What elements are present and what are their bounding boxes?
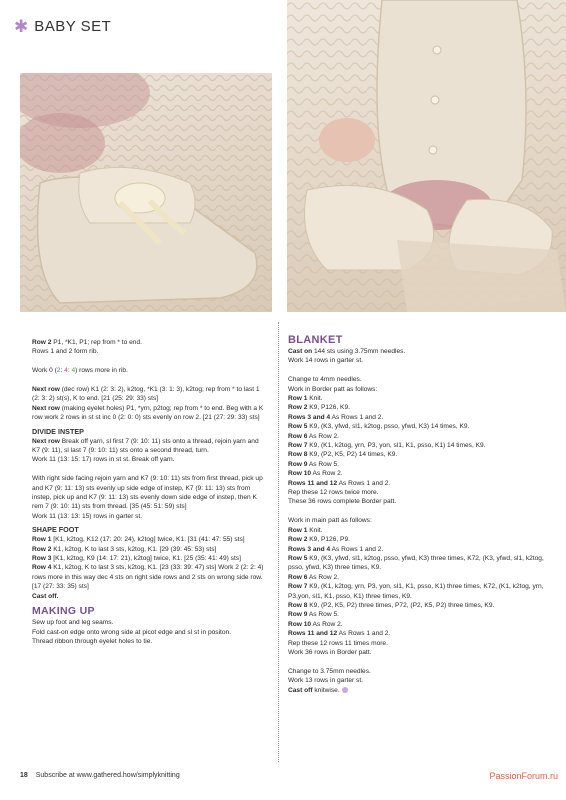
instruction-row: Cast on 144 sts using 3.75mm needles. [288, 348, 406, 355]
instruction-row: Row 5 K9, (K3, yfwd, sl1, k2tog, psso, yfwd, K3) three times, K72, (K3, yfwd, sl1, k2tog, psso, yfwd, K3) three times, K9. [288, 554, 544, 572]
instruction-line: Sew up foot and leg seams. [32, 619, 114, 627]
instruction-line: Work 36 rows in Border patt. [288, 648, 372, 656]
instruction-row: Row 10 As Row 2. [288, 470, 343, 478]
instruction-line: Rows 1 and 2 form rib. [32, 348, 99, 356]
instruction-row: Row 3 [K1, k2tog, K9 (14: 17: 21), k2tog] twice, K1. [25 (35: 41: 49) sts] [32, 555, 241, 563]
asterisk-icon: ✱ [14, 17, 29, 36]
instruction-row: Next row (making eyelet holes) P1, *yrn, p2tog; rep from * to end. Beg with a K row work 2 rows in st st inc 0 (2: 0: 0) sts evenly on row 2. [21 (27: 29: 33) sts] [32, 404, 264, 422]
blanket-heading: BLANKET [288, 334, 343, 346]
instruction-row: Next row Break off yarn, sl first 7 (9: 10: 11) sts onto a thread, rejoin yarn and K7 (9: 11), sl last 7 (9: 10: 11) sts onto a second thread, turn. [32, 437, 259, 455]
instruction-line: Work 11 (13: 15: 17) rows in st st. Break off yarn. [32, 456, 175, 464]
instruction-row: Row 5 K9, (K3, yfwd, sl1, k2tog, psso, yfwd, K3) 14 times, K9. [288, 423, 470, 431]
instruction-row: Rows 11 and 12 As Rows 1 and 2. [288, 630, 391, 638]
instruction-row: Next row (dec row) K1 (2: 3: 2), k2tog, *K1 (3: 1: 3), k2tog; rep from * to last 1 (2: 3: 2) st(s), K to end. [21 (25: 29: 33) sts] [32, 386, 260, 403]
watermark: PassionForum.ru [489, 771, 558, 781]
subscribe-link[interactable]: Subscribe at www.gathered.how/simplyknitting [35, 772, 180, 779]
section-header [14, 18, 111, 35]
instruction-row: Row 1 Knit. [288, 526, 323, 534]
instruction-row: Cast off knitwise. [288, 686, 550, 695]
shape-foot-heading: SHAPE FOOT [32, 525, 79, 535]
instruction-row: Row 10 As Row 2. [288, 620, 343, 628]
bootee-photo [20, 73, 272, 312]
instruction-line: Cast off. [32, 592, 59, 600]
making-up-heading: MAKING UP [32, 605, 95, 618]
instruction-line: Change to 3.75mm needles. [288, 667, 371, 675]
instruction-line: Work 11 (13: 13: 15) rows in garter st. [32, 512, 143, 520]
instruction-line: Rep these 12 rows 11 times more. [288, 639, 388, 647]
instruction-row: Row 6 As Row 2. [288, 573, 339, 581]
baby-photo [287, 0, 566, 312]
instruction-row: Row 4 K1, k2tog, K to last 3 sts, k2tog, K1. [23 (33: 39: 47) sts] Work 2 (2: 2: 4) rows more in this way dec 4 sts on right side rows and 2 sts on wrong side row. [17 (27: 33: 35) sts] [32, 564, 264, 591]
instruction-line: Fold cast-on edge onto wrong side at picot edge and sl st in positon. [32, 628, 232, 636]
instruction-row: Row 1 Knit. [288, 395, 323, 403]
instruction-row: Row 2 P1, *K1, P1; rep from * to end. [32, 339, 142, 346]
instruction-row: Rows 3 and 4 As Rows 1 and 2. [288, 413, 384, 421]
instruction-row: Rows 11 and 12 As Rows 1 and 2. [288, 479, 391, 487]
instruction-line: Work in Border patt as follows: [288, 385, 378, 393]
divide-instep-heading: DIVIDE INSTEP [32, 426, 84, 436]
instruction-line: These 36 rows complete Border patt. [288, 498, 397, 506]
page-number: 18 [20, 772, 28, 779]
instruction-line: Work 14 rows in garter st. [288, 357, 363, 365]
instruction-row: Row 8 K9, (P2, K5, P2) three times, P72, (P2, K5, P2) three times, K9. [288, 601, 495, 609]
section-title: BABY SET [34, 18, 112, 35]
instruction-line: Rep these 12 rows twice more. [288, 489, 379, 497]
yarn-ball-icon [342, 687, 348, 693]
instruction-row: Rows 3 and 4 As Rows 1 and 2. [288, 545, 384, 553]
instruction-row: Row 2 K9, P126, P9. [288, 536, 350, 544]
instruction-row: Row 6 As Row 2. [288, 432, 339, 440]
instruction-row: Row 7 K9, (K1, k2tog, yrn, P3, yon, sl1, K1, psso, K1) 14 times, K9. [288, 442, 486, 450]
instruction-line: Work 13 rows in garter st. [288, 677, 363, 685]
instruction-line: Change to 4mm needles. [288, 376, 362, 384]
instruction-row: Row 9 As Row 5. [288, 611, 339, 619]
page-footer [20, 772, 180, 779]
instruction-row: Row 7 K9, (K1, k2tog, yrn, P3, yon, sl1, K1, psso, K1) three times, K72, (K1, k2tog, yrn, P3,yon, sl1, K1, psso, K1) three times, K9. [288, 583, 544, 600]
instruction-row: Row 2 K1, k2tog, K to last 3 sts, k2tog, K1. [29 (39: 45: 53) sts] [32, 545, 217, 553]
instruction-row: Row 2 K9, P126, K9. [288, 404, 350, 412]
instruction-line: Work 0 (2: 4: 4) rows more in rib. [32, 367, 128, 375]
instruction-row: Row 1 [K1, k2tog, K12 (17: 20: 24), k2tog] twice, K1. [31 (41: 47: 55) sts] [32, 536, 245, 544]
instruction-row: Row 8 K9, (P2, K5, P2) 14 times, K9. [288, 451, 398, 459]
instruction-line: Work in main patt as follows: [288, 517, 372, 525]
blanket-instructions [288, 334, 550, 695]
instruction-line: Thread ribbon through eyelet holes to tie. [32, 637, 153, 645]
instruction-row: Row 9 As Row 5. [288, 460, 339, 468]
bootee-instructions [32, 338, 268, 646]
instruction-line: With right side facing rejoin yarn and K7 (9: 10: 11) sts from first thread, pick up and K7 (9: 11: 13) sts evenly up side edge of instep, K7 (9: 11: 13) sts from instep, pick up and K7 (9: 11: 13) sts evenly down side edge of instep, then K rem 7 (9: 10: 11) sts from thread. [35 (45: 51: 59) sts] [32, 475, 263, 511]
column-divider [278, 322, 279, 762]
